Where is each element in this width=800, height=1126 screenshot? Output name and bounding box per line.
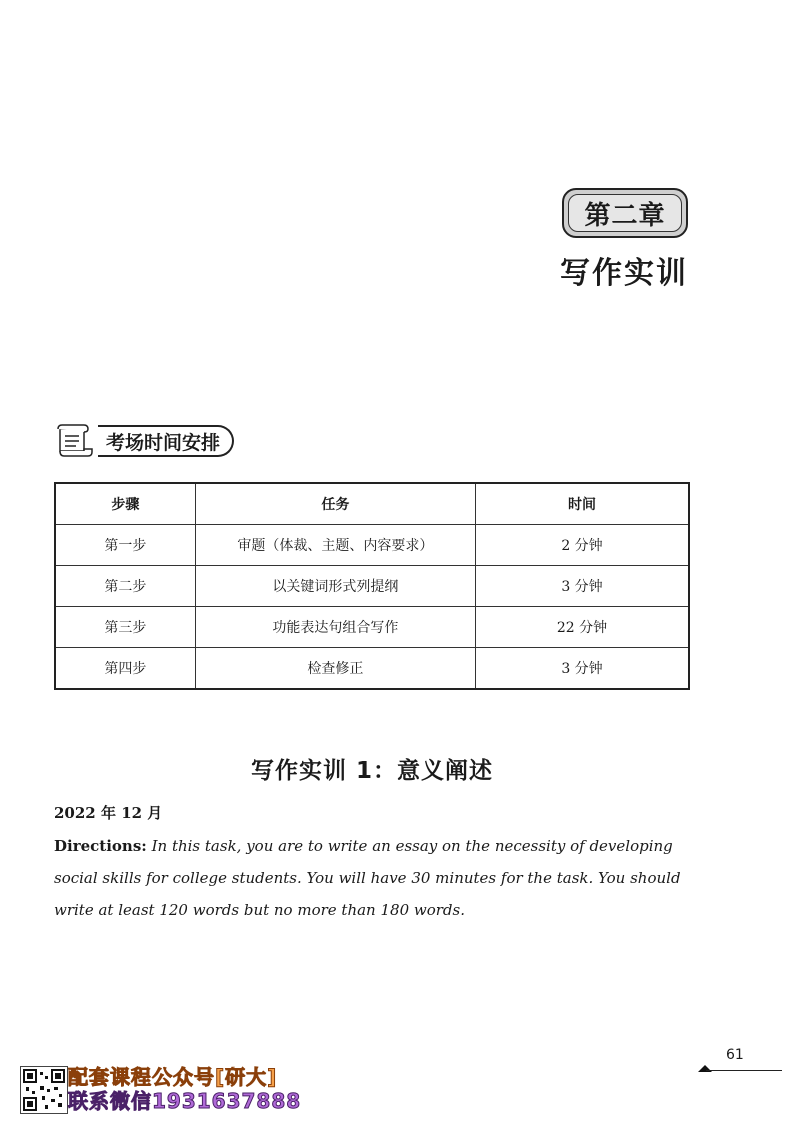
directions-label: Directions: [54,837,147,855]
table-header-row [55,483,689,525]
header-time: 时间 [476,483,689,525]
exam-date: 2022 年 12 月 [54,804,163,822]
table-row [55,607,689,648]
chapter-title: 写作实训 [560,256,688,291]
task-cell: 以关键词形式列提纲 [195,566,475,607]
footer-rule [706,1070,782,1071]
task-cell: 功能表达句组合写作 [195,607,475,648]
qr-code-icon [20,1066,68,1114]
table-row [55,566,689,607]
chapter-badge-label: 第二章 [568,194,682,232]
header-step: 步骤 [55,483,195,525]
watermark-line-1: 配套课程公众号[研大] [68,1065,278,1089]
directions [54,830,694,926]
directions-text: In this task, you are to write an essay on the necessity of developing social skills for college students. You will have 30 minutes for the task. You should write at least 120 words but no more than 180 words. [54,837,681,919]
watermark-line-2: 联系微信1931637888 [68,1089,302,1113]
schedule-table [54,482,690,690]
task-cell: 检查修正 [195,648,475,690]
time-cell: 3 分钟 [476,648,689,690]
practice-title: 写作实训 1：意义阐述 [250,758,493,784]
scroll-icon [54,423,94,459]
step-cell: 第四步 [55,648,195,690]
time-cell: 2 分钟 [476,525,689,566]
page-number: 61 [726,1047,744,1063]
time-cell: 3 分钟 [476,566,689,607]
task-cell: 审题（体裁、主题、内容要求） [195,525,475,566]
chapter-badge [562,188,688,238]
step-cell: 第三步 [55,607,195,648]
table-row [55,525,689,566]
step-cell: 第一步 [55,525,195,566]
section-header [54,424,234,458]
step-cell: 第二步 [55,566,195,607]
time-cell: 22 分钟 [476,607,689,648]
section-title: 考场时间安排 [98,425,234,457]
table-row [55,648,689,690]
header-task: 任务 [195,483,475,525]
